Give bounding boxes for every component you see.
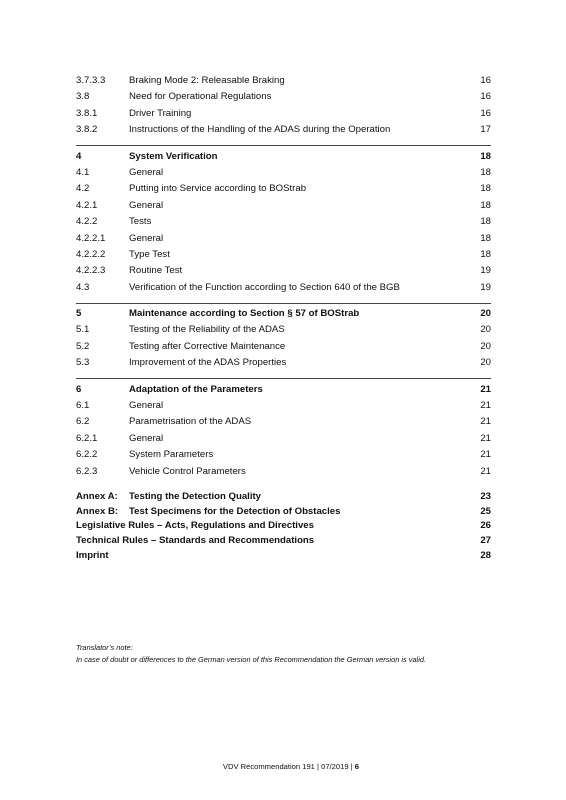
toc-annex-row[interactable] xyxy=(76,490,491,505)
toc-entry-page: 18 xyxy=(480,216,491,228)
toc-entry-page: 21 xyxy=(480,465,491,477)
toc-entry-title: General xyxy=(129,166,164,178)
toc-entry-page: 20 xyxy=(480,340,491,352)
toc-entry-title: Instructions of the Handling of the ADAS during the Operation xyxy=(129,124,391,136)
toc-entry-title: Testing after Corrective Maintenance xyxy=(129,340,286,352)
toc-entry-page: 21 xyxy=(480,432,491,444)
toc-entry-title: Vehicle Control Parameters xyxy=(129,465,246,477)
toc-section-4 xyxy=(76,149,491,297)
toc-entry-row[interactable] xyxy=(76,322,491,338)
toc-annex-row[interactable] xyxy=(76,534,491,549)
toc-entry-title: Maintenance according to Section § 57 of BOStrab xyxy=(129,308,360,320)
toc-entry-page: 25 xyxy=(480,505,491,517)
section-divider xyxy=(76,145,491,146)
toc-entry-row[interactable] xyxy=(76,198,491,214)
toc-entry-page: 20 xyxy=(480,324,491,336)
toc-entry-row[interactable] xyxy=(76,398,491,414)
toc-entry-page: 17 xyxy=(480,124,491,136)
toc-entry-number: 6.1 xyxy=(76,400,90,412)
toc-entry-title: System Verification xyxy=(129,150,218,162)
toc-entry-number: 3.8.1 xyxy=(76,107,98,119)
toc-entry-page: 23 xyxy=(480,490,491,502)
toc-entry-number: 6.2.3 xyxy=(76,465,98,477)
toc-entry-number: 5 xyxy=(76,308,82,320)
toc-entry-page: 28 xyxy=(480,549,491,561)
toc-entry-page: 19 xyxy=(480,265,491,277)
toc-entry-number: Annex A: xyxy=(76,490,118,502)
toc-entry-row[interactable] xyxy=(76,263,491,279)
toc-entry-title: Test Specimens for the Detection of Obstacles xyxy=(129,505,341,517)
toc-entry-title: Improvement of the ADAS Properties xyxy=(129,357,287,369)
toc-entry-title: Testing of the Reliability of the ADAS xyxy=(129,324,285,336)
toc-entry-title: Braking Mode 2: Releasable Braking xyxy=(129,75,285,86)
toc-entry-page: 18 xyxy=(480,232,491,244)
toc-entry-page: 18 xyxy=(480,199,491,211)
toc-entry-row[interactable] xyxy=(76,464,491,480)
toc-entry-row[interactable] xyxy=(76,355,491,371)
toc-annex-row[interactable] xyxy=(76,549,491,564)
toc-heading-row[interactable] xyxy=(76,382,491,398)
footer-text: VDV Recommendation 191 | 07/2019 | xyxy=(222,762,353,771)
toc-entry-number: 5.3 xyxy=(76,357,90,369)
toc-heading-row[interactable] xyxy=(76,306,491,322)
toc-entry-page: 21 xyxy=(480,400,491,412)
toc-entry-number: 5.1 xyxy=(76,324,90,336)
toc-annexes xyxy=(76,490,491,563)
toc-entry-number: 3.8.2 xyxy=(76,124,98,136)
toc-entry-page: 18 xyxy=(480,183,491,195)
toc-entry-title: Need for Operational Regulations xyxy=(129,91,272,103)
toc-entry-number: 3.7.3.3 xyxy=(76,75,106,86)
toc-entry-number: 4.2.2 xyxy=(76,216,98,228)
toc-entry-row[interactable] xyxy=(76,414,491,430)
toc-entry-page: 21 xyxy=(480,383,491,395)
toc-entry-row[interactable] xyxy=(76,165,491,181)
toc-entry-number: 6.2 xyxy=(76,416,90,428)
section-divider xyxy=(76,378,491,379)
toc-heading-row[interactable] xyxy=(76,149,491,165)
toc-entry-number: 5.2 xyxy=(76,340,90,352)
toc-entry-page: 21 xyxy=(480,449,491,461)
toc-entry-title: General xyxy=(129,232,164,244)
toc-entry-page: 18 xyxy=(480,248,491,260)
toc-entry-title: Legislative Rules – Acts, Regulations and Directives xyxy=(76,520,314,532)
toc-entry-title: General xyxy=(129,199,164,211)
toc-entry-page: 16 xyxy=(480,107,491,119)
toc-entry-page: 20 xyxy=(480,357,491,369)
table-of-contents xyxy=(76,73,491,563)
toc-entry-page: 26 xyxy=(480,520,491,532)
toc-entry-number: 4.2.1 xyxy=(76,199,98,211)
toc-entry-page: 19 xyxy=(480,281,491,293)
toc-entry-number: 4.1 xyxy=(76,166,90,178)
toc-entry-page: 16 xyxy=(480,75,491,86)
toc-entry-number: 4 xyxy=(76,150,82,162)
toc-entry-page: 21 xyxy=(480,416,491,428)
toc-entry-page: 18 xyxy=(480,166,491,178)
toc-entry-title: Driver Training xyxy=(129,107,192,119)
toc-entry-title: Putting into Service according to BOStrab xyxy=(129,183,307,195)
toc-entry-row[interactable] xyxy=(76,181,491,197)
toc-entry-number: 4.2.2.3 xyxy=(76,265,106,277)
toc-entry-title: Routine Test xyxy=(129,265,183,277)
toc-section-5 xyxy=(76,306,491,372)
toc-entry-row[interactable] xyxy=(76,280,491,296)
toc-entry-row[interactable] xyxy=(76,247,491,263)
toc-entry-title: Tests xyxy=(129,216,152,228)
toc-block-3 xyxy=(76,73,491,139)
toc-entry-number: 4.2.2.2 xyxy=(76,248,106,260)
toc-entry-number: 4.2 xyxy=(76,183,90,195)
toc-entry-row[interactable] xyxy=(76,89,491,105)
toc-entry-page: 16 xyxy=(480,91,491,103)
toc-entry-number: 6.2.2 xyxy=(76,449,98,461)
toc-entry-number: 4.3 xyxy=(76,281,90,293)
toc-entry-title: General xyxy=(129,400,164,412)
toc-entry-title: Testing the Detection Quality xyxy=(129,490,262,502)
toc-entry-row[interactable] xyxy=(76,214,491,230)
translator-note xyxy=(76,642,496,666)
section-divider xyxy=(76,303,491,304)
toc-annex-row[interactable] xyxy=(76,505,491,520)
toc-entry-row[interactable] xyxy=(76,73,491,89)
toc-entry-title: Verification of the Function according to Section 640 of the BGB xyxy=(129,281,400,293)
toc-annex-row[interactable] xyxy=(76,519,491,534)
toc-entry-row[interactable] xyxy=(76,447,491,463)
toc-entry-number: 6.2.1 xyxy=(76,432,98,444)
toc-entry-title: General xyxy=(129,432,164,444)
toc-entry-page: 20 xyxy=(480,308,491,320)
toc-entry-row[interactable] xyxy=(76,106,491,122)
toc-entry-row[interactable] xyxy=(76,339,491,355)
toc-entry-number: 3.8 xyxy=(76,91,90,103)
toc-entry-number: Annex B: xyxy=(76,505,119,517)
toc-entry-row[interactable] xyxy=(76,122,491,138)
toc-entry-row[interactable] xyxy=(76,231,491,247)
translator-note-heading: Translator’s note: xyxy=(76,643,133,652)
toc-entry-row[interactable] xyxy=(76,431,491,447)
toc-entry-title: Adaptation of the Parameters xyxy=(129,383,263,395)
toc-entry-page: 18 xyxy=(480,150,491,162)
toc-entry-title: System Parameters xyxy=(129,449,214,461)
toc-entry-number: 6 xyxy=(76,383,82,395)
toc-entry-title: Parametrisation of the ADAS xyxy=(129,416,252,428)
toc-section-6 xyxy=(76,382,491,480)
translator-note-text: In case of doubt or differences to the German version of this Recommendation the German version is valid. xyxy=(76,655,426,664)
toc-entry-number: 4.2.2.1 xyxy=(76,232,106,244)
toc-entry-title: Imprint xyxy=(76,549,109,561)
toc-entry-title: Type Test xyxy=(129,248,170,260)
toc-entry-title: Technical Rules – Standards and Recommendations xyxy=(76,535,315,547)
footer-page-number: 6 xyxy=(354,762,359,771)
toc-entry-page: 27 xyxy=(480,535,491,547)
